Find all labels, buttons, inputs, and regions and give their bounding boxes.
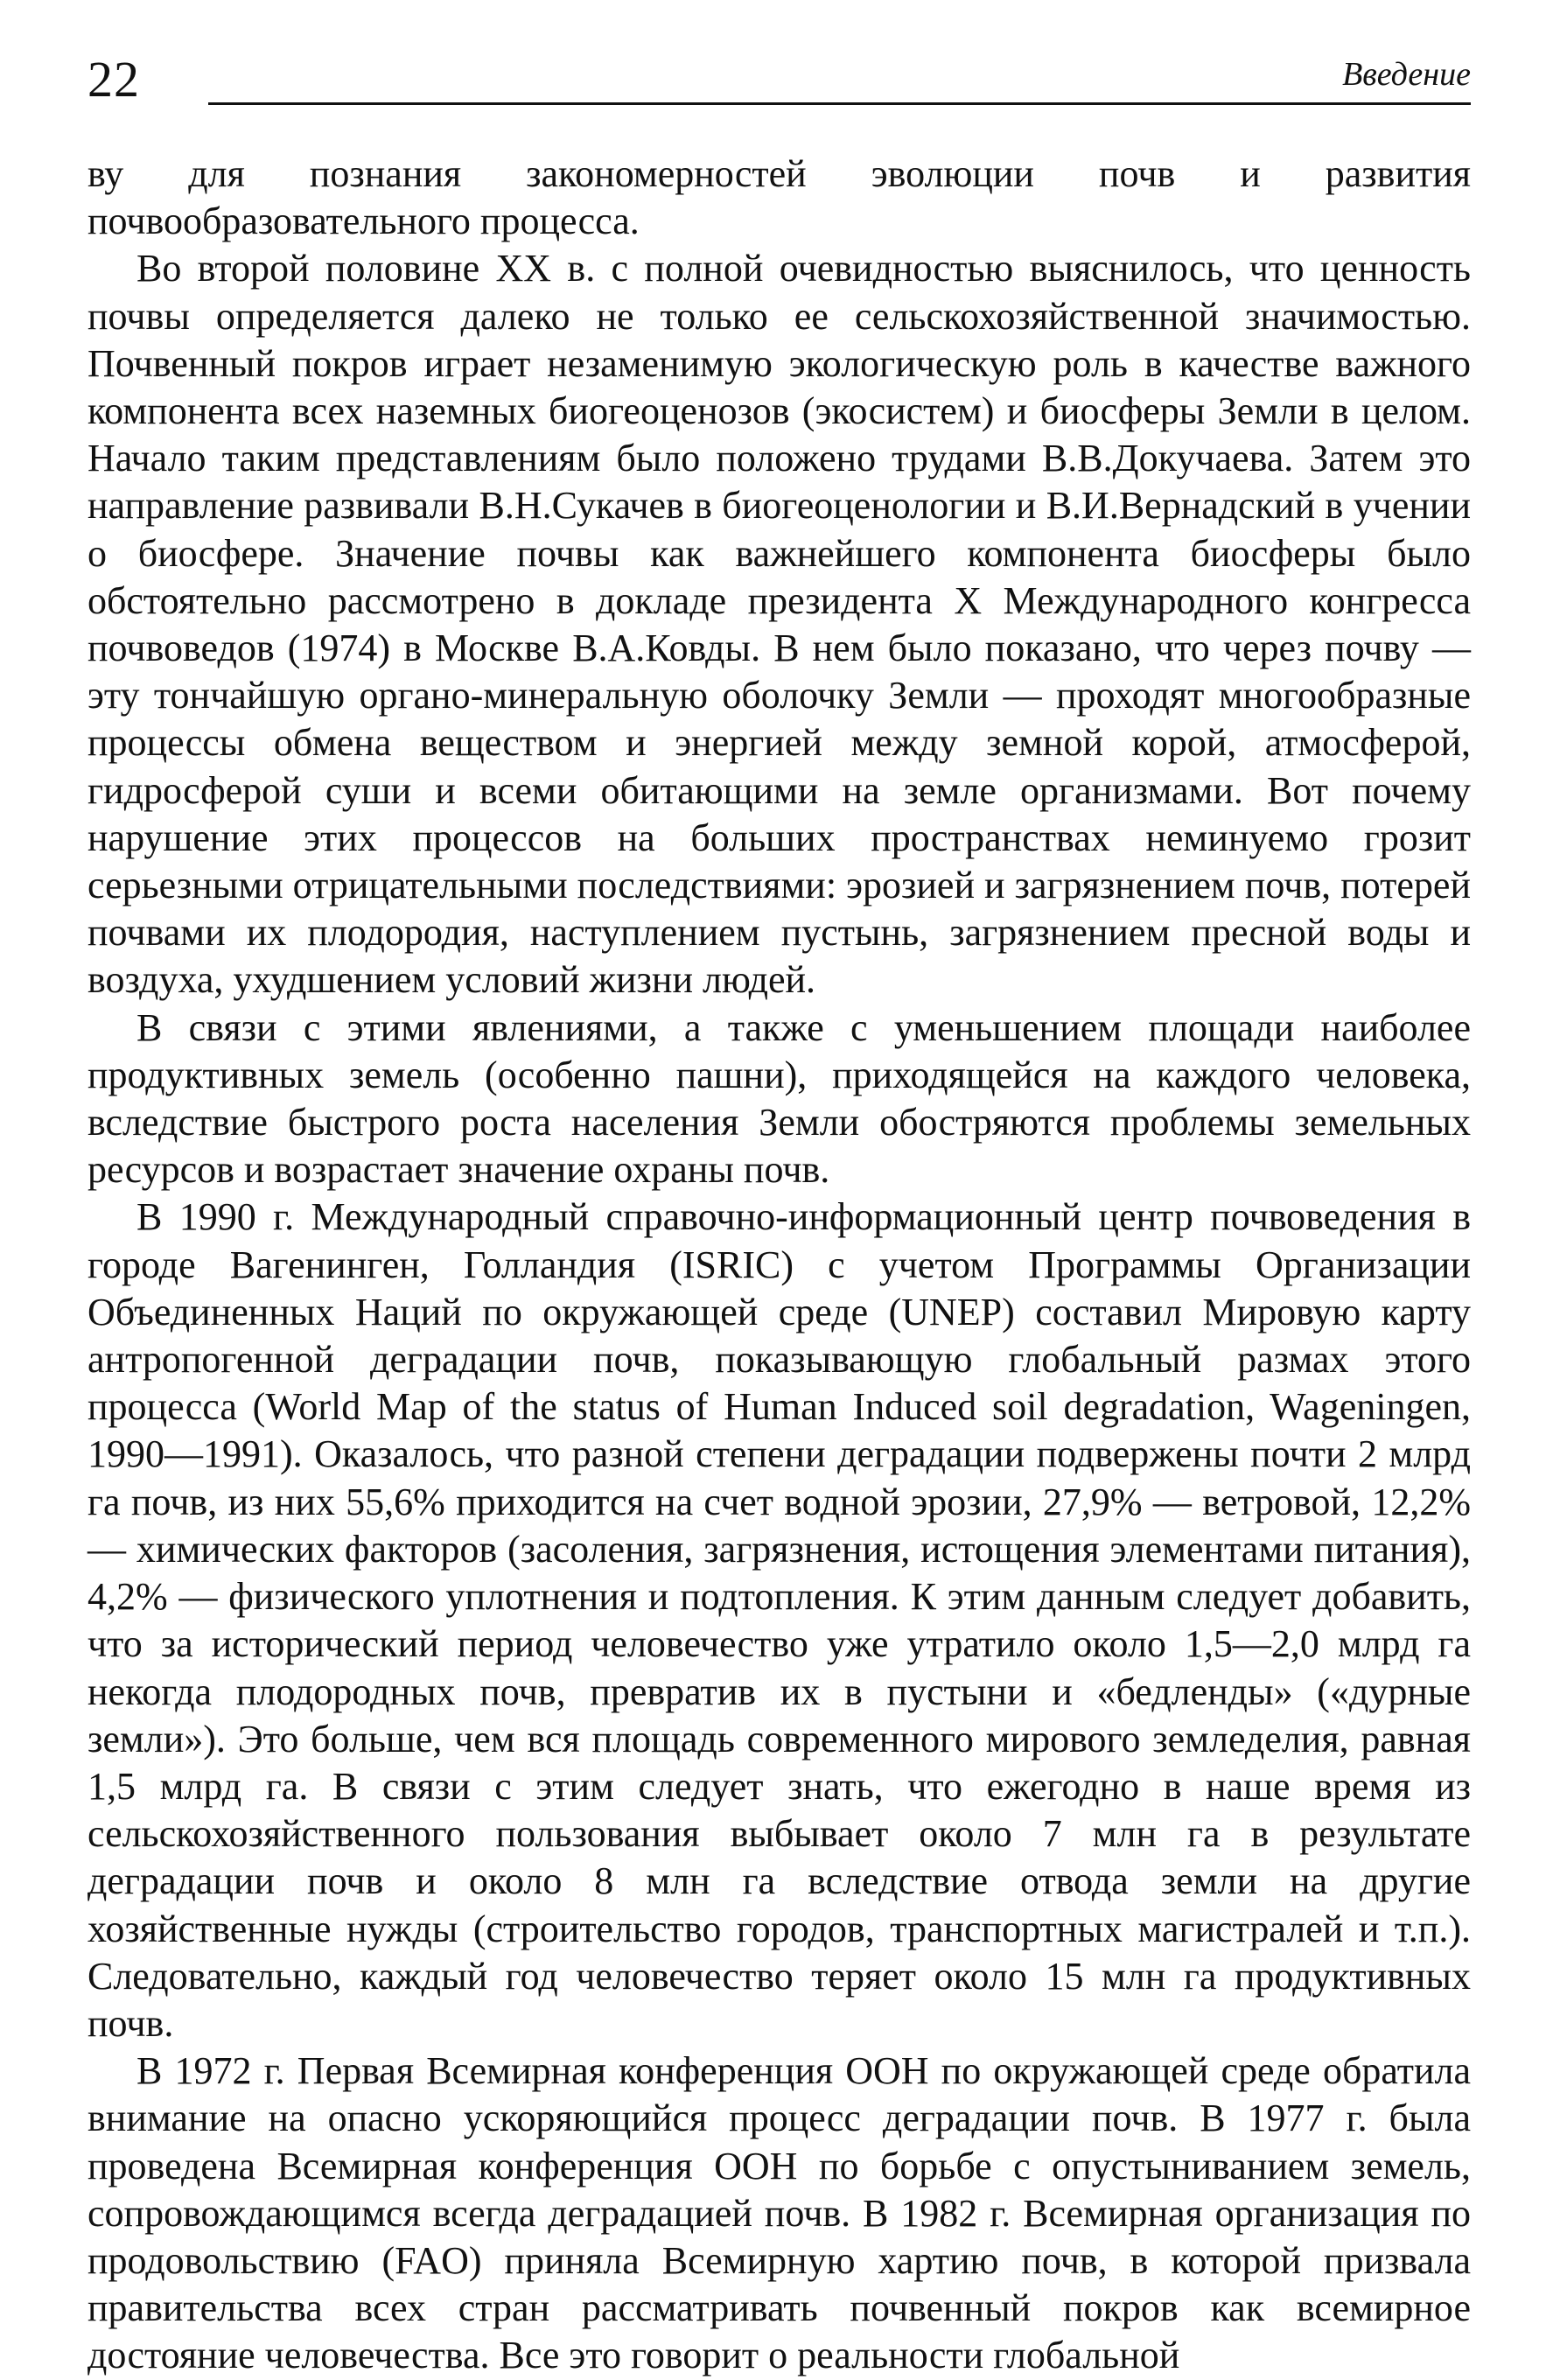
header-rule — [208, 102, 1471, 105]
paragraph-degradation-map-1990: В 1990 г. Международный справочно-информационный центр почвоведения в городе Вагенинген, Голландия (ISRIC) с учетом Программы Организации Объединенных Наций по окружающей среде (UNEP) составил Мировую карту антропогенной деградации почв, показывающую глобальный размах этого процесса (World Map of the status of Human Induced soil degradation, Wageningen, 1990—1991). Оказалось, что разной степени деградации подвержены почти 2 млрд га почв, из них 55,6% приходится на счет водной эрозии, 27,9% — ветровой, 12,2% — химических факторов (засоления, загрязнения, истощения элементами питания), 4,2% — физического уплотнения и подтопления. К этим данным следует добавить, что за исторический период человечество уже утратило около 1,5—2,0 млрд га некогда плодородных почв, превратив их в пустыни и «бедленды» («дурные земли»). Это больше, чем вся площадь современного мирового земледелия, равная 1,5 млрд га. В связи с этим следует знать, что ежегодно в наше время из сельскохозяйственного пользования выбывает около 7 млн га в результате деградации почв и около 8 млн га вследствие отвода земли на другие хозяйственные нужды (строительство городов, транспортных магистралей и т.п.). Следовательно, каждый год человечество теряет около 15 млн га продуктивных почв. — [87, 1195, 1471, 2045]
page-number: 22 — [87, 51, 140, 108]
body-text — [87, 150, 1471, 2380]
paragraph-continuation: ву для познания закономерностей эволюции почв и развития почвообразовательного процесса. — [87, 152, 1471, 243]
running-head-title: Введение — [1342, 56, 1471, 93]
paragraph-un-conferences: В 1972 г. Первая Всемирная конференция ООН по окружающей среде обратила внимание на опасно ускоряющийся процесс деградации почв. В 1977 г. была проведена Всемирная конференция ООН по борьбе с опустыниванием земель, сопровождающимся всегда деградацией почв. В 1982 г. Всемирная организация по продовольствию (FAO) приняла Всемирную хартию почв, в которой призвала правительства всех стран рассматривать почвенный покров как всемирное достояние человечества. Все это говорит о реальности глобальной — [87, 2049, 1471, 2377]
paragraph-soil-ecological-role: Во второй половине XX в. с полной очевидностью выяснилось, что ценность почвы определяется далеко не только ее сельскохозяйственной значимостью. Почвенный покров играет незаменимую экологическую роль в качестве важного компонента всех наземных биогеоценозов (экосистем) и биосферы Земли в целом. Начало таким представлениям было положено трудами В.В.Докучаева. Затем это направление развивали В.Н.Сукачев в биогеоценологии и В.И.Вернадский в учении о биосфере. Значение почвы как важнейшего компонента биосферы было обстоятельно рассмотрено в докладе президента X Международного конгресса почвоведов (1974) в Москве В.А.Ковды. В нем было показано, что через почву — эту тончайшую органо-минеральную оболочку Земли — проходят многообразные процессы обмена веществом и энергией между земной корой, атмосферой, гидросферой суши и всеми обитающими на земле организмами. Вот почему нарушение этих процессов на больших пространствах неминуемо грозит серьезными отрицательными последствиями: эрозией и загрязнением почв, потерей почвами их плодородия, наступлением пустынь, загрязнением пресной воды и воздуха, ухудшением условий жизни людей. — [87, 247, 1471, 1002]
paragraph-land-resources: В связи с этими явлениями, а также с уменьшением площади наиболее продуктивных земель (особенно пашни), приходящейся на каждого человека, вследствие быстрого роста населения Земли обостряются проблемы земельных ресурсов и возрастает значение охраны почв. — [87, 1005, 1471, 1192]
